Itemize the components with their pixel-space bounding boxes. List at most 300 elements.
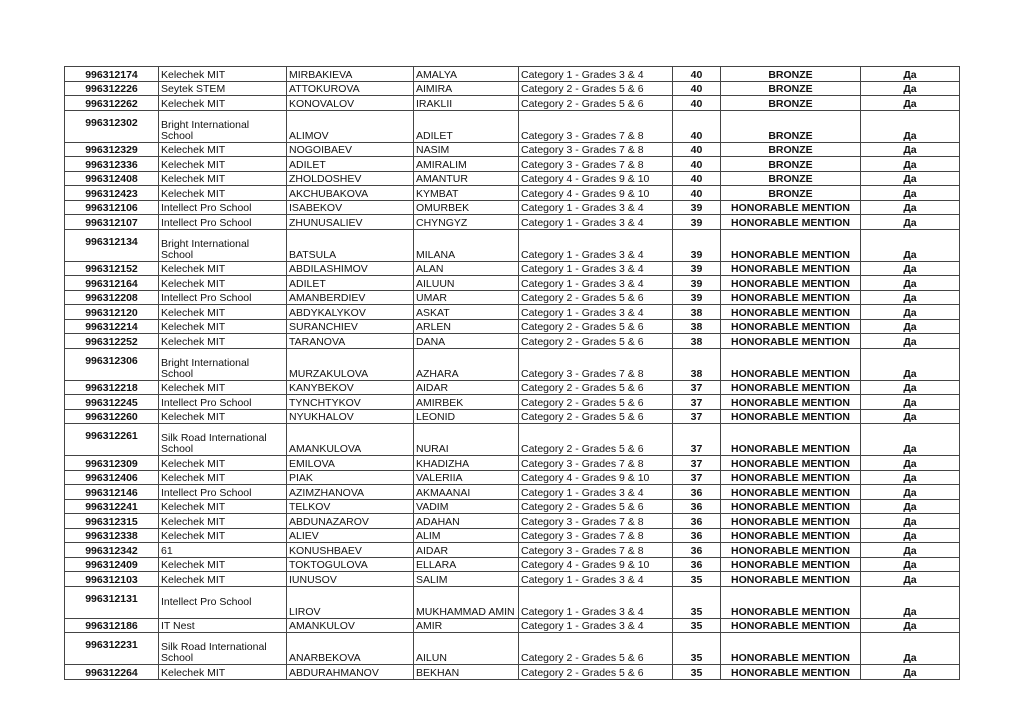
confirmation-flag-cell: Да bbox=[861, 499, 960, 514]
award-cell: HONORABLE MENTION bbox=[721, 470, 861, 485]
participant-id-cell: 996312252 bbox=[65, 334, 159, 349]
last-name-cell: SURANCHIEV bbox=[287, 319, 414, 334]
category-cell: Category 1 - Grades 3 & 4 bbox=[519, 305, 673, 320]
first-name-cell: ADILET bbox=[414, 110, 519, 142]
school-name-cell: Intellect Pro School bbox=[159, 485, 287, 500]
school-name-cell: Seytek STEM bbox=[159, 81, 287, 96]
last-name-cell: AZIMZHANOVA bbox=[287, 485, 414, 500]
confirmation-flag-cell: Да bbox=[861, 543, 960, 558]
last-name-cell: BATSULA bbox=[287, 229, 414, 261]
confirmation-flag-cell: Да bbox=[861, 380, 960, 395]
first-name-cell: ELLARA bbox=[414, 557, 519, 572]
last-name-cell: NYUKHALOV bbox=[287, 409, 414, 424]
last-name-cell: EMILOVA bbox=[287, 456, 414, 471]
confirmation-flag-cell: Да bbox=[861, 557, 960, 572]
participant-id-cell: 996312245 bbox=[65, 395, 159, 410]
confirmation-flag-cell: Да bbox=[861, 485, 960, 500]
award-cell: HONORABLE MENTION bbox=[721, 215, 861, 230]
last-name-cell: ATTOKUROVA bbox=[287, 81, 414, 96]
confirmation-flag-cell: Да bbox=[861, 319, 960, 334]
last-name-cell: AMANKULOV bbox=[287, 618, 414, 633]
award-cell: BRONZE bbox=[721, 186, 861, 201]
confirmation-flag-cell: Да bbox=[861, 67, 960, 82]
first-name-cell: ALIM bbox=[414, 528, 519, 543]
first-name-cell: AIDAR bbox=[414, 380, 519, 395]
confirmation-flag-cell: Да bbox=[861, 157, 960, 172]
confirmation-flag-cell: Да bbox=[861, 348, 960, 380]
score-cell: 37 bbox=[673, 470, 721, 485]
participant-id-cell: 996312342 bbox=[65, 543, 159, 558]
award-cell: BRONZE bbox=[721, 157, 861, 172]
participant-id-cell: 996312309 bbox=[65, 456, 159, 471]
participant-id-cell: 996312423 bbox=[65, 186, 159, 201]
participant-id-cell: 996312306 bbox=[65, 348, 159, 380]
confirmation-flag-cell: Да bbox=[861, 186, 960, 201]
first-name-cell: AMALYA bbox=[414, 67, 519, 82]
confirmation-flag-cell: Да bbox=[861, 528, 960, 543]
award-cell: HONORABLE MENTION bbox=[721, 348, 861, 380]
category-cell: Category 1 - Grades 3 & 4 bbox=[519, 67, 673, 82]
school-name-cell: Kelechek MIT bbox=[159, 572, 287, 587]
first-name-cell: AIDAR bbox=[414, 543, 519, 558]
participant-id-cell: 996312120 bbox=[65, 305, 159, 320]
award-cell: BRONZE bbox=[721, 96, 861, 111]
score-cell: 40 bbox=[673, 186, 721, 201]
score-cell: 40 bbox=[673, 96, 721, 111]
category-cell: Category 3 - Grades 7 & 8 bbox=[519, 528, 673, 543]
confirmation-flag-cell: Да bbox=[861, 456, 960, 471]
table-row bbox=[65, 424, 960, 456]
first-name-cell: BEKHAN bbox=[414, 665, 519, 680]
confirmation-flag-cell: Да bbox=[861, 334, 960, 349]
first-name-cell: CHYNGYZ bbox=[414, 215, 519, 230]
confirmation-flag-cell: Да bbox=[861, 395, 960, 410]
category-cell: Category 1 - Grades 3 & 4 bbox=[519, 485, 673, 500]
table-row bbox=[65, 290, 960, 305]
table-row bbox=[65, 380, 960, 395]
category-cell: Category 4 - Grades 9 & 10 bbox=[519, 470, 673, 485]
confirmation-flag-cell: Да bbox=[861, 305, 960, 320]
participant-id-cell: 996312208 bbox=[65, 290, 159, 305]
school-name-cell: Kelechek MIT bbox=[159, 514, 287, 529]
school-name-cell: 61 bbox=[159, 543, 287, 558]
results-table bbox=[64, 66, 960, 680]
first-name-cell: ADAHAN bbox=[414, 514, 519, 529]
last-name-cell: ADILET bbox=[287, 276, 414, 291]
first-name-cell: AILUUN bbox=[414, 276, 519, 291]
award-cell: HONORABLE MENTION bbox=[721, 200, 861, 215]
school-name-cell: Intellect Pro School bbox=[159, 290, 287, 305]
school-name-cell: Kelechek MIT bbox=[159, 157, 287, 172]
participant-id-cell: 996312408 bbox=[65, 171, 159, 186]
category-cell: Category 4 - Grades 9 & 10 bbox=[519, 557, 673, 572]
score-cell: 40 bbox=[673, 67, 721, 82]
last-name-cell: AKCHUBAKOVA bbox=[287, 186, 414, 201]
first-name-cell: OMURBEK bbox=[414, 200, 519, 215]
participant-id-cell: 996312262 bbox=[65, 96, 159, 111]
score-cell: 37 bbox=[673, 456, 721, 471]
category-cell: Category 1 - Grades 3 & 4 bbox=[519, 229, 673, 261]
score-cell: 38 bbox=[673, 334, 721, 349]
school-name-cell: Kelechek MIT bbox=[159, 186, 287, 201]
award-cell: BRONZE bbox=[721, 81, 861, 96]
award-cell: HONORABLE MENTION bbox=[721, 380, 861, 395]
table-row bbox=[65, 171, 960, 186]
award-cell: HONORABLE MENTION bbox=[721, 290, 861, 305]
score-cell: 35 bbox=[673, 633, 721, 665]
category-cell: Category 2 - Grades 5 & 6 bbox=[519, 319, 673, 334]
award-cell: HONORABLE MENTION bbox=[721, 229, 861, 261]
first-name-cell: ARLEN bbox=[414, 319, 519, 334]
award-cell: HONORABLE MENTION bbox=[721, 424, 861, 456]
participant-id-cell: 996312131 bbox=[65, 586, 159, 618]
score-cell: 36 bbox=[673, 543, 721, 558]
award-cell: HONORABLE MENTION bbox=[721, 514, 861, 529]
category-cell: Category 1 - Grades 3 & 4 bbox=[519, 215, 673, 230]
confirmation-flag-cell: Да bbox=[861, 424, 960, 456]
last-name-cell: NOGOIBAEV bbox=[287, 142, 414, 157]
category-cell: Category 2 - Grades 5 & 6 bbox=[519, 334, 673, 349]
last-name-cell: MURZAKULOVA bbox=[287, 348, 414, 380]
confirmation-flag-cell: Да bbox=[861, 110, 960, 142]
table-row bbox=[65, 305, 960, 320]
school-name-cell: Bright International School bbox=[159, 348, 287, 380]
category-cell: Category 1 - Grades 3 & 4 bbox=[519, 200, 673, 215]
school-name-cell: Silk Road International School bbox=[159, 633, 287, 665]
confirmation-flag-cell: Да bbox=[861, 142, 960, 157]
table-row bbox=[65, 409, 960, 424]
participant-id-cell: 996312338 bbox=[65, 528, 159, 543]
participant-id-cell: 996312214 bbox=[65, 319, 159, 334]
award-cell: HONORABLE MENTION bbox=[721, 665, 861, 680]
confirmation-flag-cell: Да bbox=[861, 229, 960, 261]
participant-id-cell: 996312226 bbox=[65, 81, 159, 96]
table-row bbox=[65, 586, 960, 618]
score-cell: 36 bbox=[673, 514, 721, 529]
participant-id-cell: 996312107 bbox=[65, 215, 159, 230]
table-row bbox=[65, 456, 960, 471]
category-cell: Category 3 - Grades 7 & 8 bbox=[519, 514, 673, 529]
school-name-cell: Bright International School bbox=[159, 110, 287, 142]
last-name-cell: ISABEKOV bbox=[287, 200, 414, 215]
first-name-cell: NURAI bbox=[414, 424, 519, 456]
first-name-cell: AZHARA bbox=[414, 348, 519, 380]
category-cell: Category 2 - Grades 5 & 6 bbox=[519, 96, 673, 111]
school-name-cell: Kelechek MIT bbox=[159, 142, 287, 157]
school-name-cell: Kelechek MIT bbox=[159, 557, 287, 572]
last-name-cell: TOKTOGULOVA bbox=[287, 557, 414, 572]
last-name-cell: ALIEV bbox=[287, 528, 414, 543]
confirmation-flag-cell: Да bbox=[861, 200, 960, 215]
table-row bbox=[65, 215, 960, 230]
award-cell: HONORABLE MENTION bbox=[721, 485, 861, 500]
first-name-cell: DANA bbox=[414, 334, 519, 349]
table-row bbox=[65, 528, 960, 543]
school-name-cell: Kelechek MIT bbox=[159, 305, 287, 320]
award-cell: HONORABLE MENTION bbox=[721, 633, 861, 665]
score-cell: 37 bbox=[673, 395, 721, 410]
participant-id-cell: 996312134 bbox=[65, 229, 159, 261]
school-name-cell: Kelechek MIT bbox=[159, 319, 287, 334]
last-name-cell: ABDUNAZAROV bbox=[287, 514, 414, 529]
confirmation-flag-cell: Да bbox=[861, 618, 960, 633]
school-name-cell: Kelechek MIT bbox=[159, 528, 287, 543]
score-cell: 39 bbox=[673, 276, 721, 291]
confirmation-flag-cell: Да bbox=[861, 276, 960, 291]
award-cell: BRONZE bbox=[721, 67, 861, 82]
score-cell: 35 bbox=[673, 618, 721, 633]
school-name-cell: Kelechek MIT bbox=[159, 665, 287, 680]
school-name-cell: Intellect Pro School bbox=[159, 215, 287, 230]
confirmation-flag-cell: Да bbox=[861, 171, 960, 186]
award-cell: HONORABLE MENTION bbox=[721, 572, 861, 587]
award-cell: HONORABLE MENTION bbox=[721, 557, 861, 572]
table-row bbox=[65, 485, 960, 500]
award-cell: HONORABLE MENTION bbox=[721, 395, 861, 410]
participant-id-cell: 996312164 bbox=[65, 276, 159, 291]
table-row bbox=[65, 229, 960, 261]
award-cell: BRONZE bbox=[721, 171, 861, 186]
table-row bbox=[65, 67, 960, 82]
category-cell: Category 3 - Grades 7 & 8 bbox=[519, 543, 673, 558]
score-cell: 39 bbox=[673, 261, 721, 276]
score-cell: 35 bbox=[673, 665, 721, 680]
award-cell: HONORABLE MENTION bbox=[721, 261, 861, 276]
confirmation-flag-cell: Да bbox=[861, 409, 960, 424]
table-row bbox=[65, 81, 960, 96]
score-cell: 38 bbox=[673, 348, 721, 380]
category-cell: Category 4 - Grades 9 & 10 bbox=[519, 186, 673, 201]
score-cell: 40 bbox=[673, 171, 721, 186]
score-cell: 39 bbox=[673, 200, 721, 215]
participant-id-cell: 996312315 bbox=[65, 514, 159, 529]
first-name-cell: AKMAANAI bbox=[414, 485, 519, 500]
first-name-cell: LEONID bbox=[414, 409, 519, 424]
score-cell: 39 bbox=[673, 229, 721, 261]
participant-id-cell: 996312106 bbox=[65, 200, 159, 215]
school-name-cell: Kelechek MIT bbox=[159, 380, 287, 395]
category-cell: Category 2 - Grades 5 & 6 bbox=[519, 395, 673, 410]
award-cell: HONORABLE MENTION bbox=[721, 305, 861, 320]
score-cell: 39 bbox=[673, 290, 721, 305]
school-name-cell: Intellect Pro School bbox=[159, 586, 287, 618]
table-row bbox=[65, 665, 960, 680]
table-row bbox=[65, 543, 960, 558]
first-name-cell: UMAR bbox=[414, 290, 519, 305]
school-name-cell: Silk Road International School bbox=[159, 424, 287, 456]
school-name-cell: Kelechek MIT bbox=[159, 261, 287, 276]
school-name-cell: Kelechek MIT bbox=[159, 67, 287, 82]
first-name-cell: AMANTUR bbox=[414, 171, 519, 186]
table-row bbox=[65, 557, 960, 572]
category-cell: Category 2 - Grades 5 & 6 bbox=[519, 499, 673, 514]
first-name-cell: KHADIZHA bbox=[414, 456, 519, 471]
score-cell: 40 bbox=[673, 110, 721, 142]
category-cell: Category 2 - Grades 5 & 6 bbox=[519, 81, 673, 96]
last-name-cell: ZHOLDOSHEV bbox=[287, 171, 414, 186]
last-name-cell: AMANKULOVA bbox=[287, 424, 414, 456]
table-row bbox=[65, 499, 960, 514]
participant-id-cell: 996312302 bbox=[65, 110, 159, 142]
first-name-cell: NASIM bbox=[414, 142, 519, 157]
confirmation-flag-cell: Да bbox=[861, 96, 960, 111]
last-name-cell: ALIMOV bbox=[287, 110, 414, 142]
table-row bbox=[65, 618, 960, 633]
first-name-cell: VADIM bbox=[414, 499, 519, 514]
score-cell: 38 bbox=[673, 305, 721, 320]
first-name-cell: IRAKLII bbox=[414, 96, 519, 111]
last-name-cell: ANARBEKOVA bbox=[287, 633, 414, 665]
category-cell: Category 2 - Grades 5 & 6 bbox=[519, 424, 673, 456]
participant-id-cell: 996312260 bbox=[65, 409, 159, 424]
award-cell: HONORABLE MENTION bbox=[721, 618, 861, 633]
last-name-cell: TELKOV bbox=[287, 499, 414, 514]
school-name-cell: Intellect Pro School bbox=[159, 200, 287, 215]
table-row bbox=[65, 276, 960, 291]
confirmation-flag-cell: Да bbox=[861, 586, 960, 618]
last-name-cell: KONOVALOV bbox=[287, 96, 414, 111]
confirmation-flag-cell: Да bbox=[861, 665, 960, 680]
last-name-cell: TYNCHTYKOV bbox=[287, 395, 414, 410]
first-name-cell: KYMBAT bbox=[414, 186, 519, 201]
school-name-cell: Bright International School bbox=[159, 229, 287, 261]
score-cell: 36 bbox=[673, 485, 721, 500]
table-row bbox=[65, 470, 960, 485]
confirmation-flag-cell: Да bbox=[861, 290, 960, 305]
confirmation-flag-cell: Да bbox=[861, 633, 960, 665]
last-name-cell: ABDILASHIMOV bbox=[287, 261, 414, 276]
table-row bbox=[65, 319, 960, 334]
category-cell: Category 1 - Grades 3 & 4 bbox=[519, 618, 673, 633]
award-cell: HONORABLE MENTION bbox=[721, 586, 861, 618]
award-cell: HONORABLE MENTION bbox=[721, 409, 861, 424]
participant-id-cell: 996312409 bbox=[65, 557, 159, 572]
category-cell: Category 1 - Grades 3 & 4 bbox=[519, 261, 673, 276]
last-name-cell: TARANOVA bbox=[287, 334, 414, 349]
award-cell: BRONZE bbox=[721, 110, 861, 142]
category-cell: Category 1 - Grades 3 & 4 bbox=[519, 276, 673, 291]
confirmation-flag-cell: Да bbox=[861, 470, 960, 485]
award-cell: BRONZE bbox=[721, 142, 861, 157]
participant-id-cell: 996312174 bbox=[65, 67, 159, 82]
award-cell: HONORABLE MENTION bbox=[721, 499, 861, 514]
category-cell: Category 2 - Grades 5 & 6 bbox=[519, 665, 673, 680]
score-cell: 36 bbox=[673, 528, 721, 543]
table-row bbox=[65, 334, 960, 349]
category-cell: Category 3 - Grades 7 & 8 bbox=[519, 110, 673, 142]
school-name-cell: IT Nest bbox=[159, 618, 287, 633]
category-cell: Category 3 - Grades 7 & 8 bbox=[519, 456, 673, 471]
category-cell: Category 2 - Grades 5 & 6 bbox=[519, 633, 673, 665]
category-cell: Category 3 - Grades 7 & 8 bbox=[519, 348, 673, 380]
category-cell: Category 4 - Grades 9 & 10 bbox=[519, 171, 673, 186]
table-row bbox=[65, 110, 960, 142]
first-name-cell: AMIR bbox=[414, 618, 519, 633]
table-row bbox=[65, 142, 960, 157]
last-name-cell: ADILET bbox=[287, 157, 414, 172]
table-row bbox=[65, 514, 960, 529]
score-cell: 36 bbox=[673, 499, 721, 514]
table-row bbox=[65, 395, 960, 410]
score-cell: 40 bbox=[673, 157, 721, 172]
score-cell: 35 bbox=[673, 572, 721, 587]
score-cell: 37 bbox=[673, 409, 721, 424]
table-row bbox=[65, 200, 960, 215]
school-name-cell: Intellect Pro School bbox=[159, 395, 287, 410]
last-name-cell: ZHUNUSALIEV bbox=[287, 215, 414, 230]
confirmation-flag-cell: Да bbox=[861, 572, 960, 587]
category-cell: Category 2 - Grades 5 & 6 bbox=[519, 290, 673, 305]
award-cell: HONORABLE MENTION bbox=[721, 456, 861, 471]
award-cell: HONORABLE MENTION bbox=[721, 334, 861, 349]
participant-id-cell: 996312146 bbox=[65, 485, 159, 500]
last-name-cell: IUNUSOV bbox=[287, 572, 414, 587]
last-name-cell: ABDURAHMANOV bbox=[287, 665, 414, 680]
award-cell: HONORABLE MENTION bbox=[721, 319, 861, 334]
category-cell: Category 1 - Grades 3 & 4 bbox=[519, 586, 673, 618]
award-cell: HONORABLE MENTION bbox=[721, 528, 861, 543]
score-cell: 37 bbox=[673, 424, 721, 456]
school-name-cell: Kelechek MIT bbox=[159, 276, 287, 291]
first-name-cell: AILUN bbox=[414, 633, 519, 665]
first-name-cell: MUKHAMMAD AMIN bbox=[414, 586, 519, 618]
category-cell: Category 2 - Grades 5 & 6 bbox=[519, 409, 673, 424]
school-name-cell: Kelechek MIT bbox=[159, 334, 287, 349]
table-row bbox=[65, 261, 960, 276]
table-row bbox=[65, 157, 960, 172]
first-name-cell: AMIRALIM bbox=[414, 157, 519, 172]
participant-id-cell: 996312231 bbox=[65, 633, 159, 665]
category-cell: Category 1 - Grades 3 & 4 bbox=[519, 572, 673, 587]
score-cell: 38 bbox=[673, 319, 721, 334]
last-name-cell: KONUSHBAEV bbox=[287, 543, 414, 558]
first-name-cell: MILANA bbox=[414, 229, 519, 261]
school-name-cell: Kelechek MIT bbox=[159, 499, 287, 514]
participant-id-cell: 996312152 bbox=[65, 261, 159, 276]
participant-id-cell: 996312264 bbox=[65, 665, 159, 680]
last-name-cell: ABDYKALYKOV bbox=[287, 305, 414, 320]
last-name-cell: KANYBEKOV bbox=[287, 380, 414, 395]
confirmation-flag-cell: Да bbox=[861, 514, 960, 529]
school-name-cell: Kelechek MIT bbox=[159, 96, 287, 111]
first-name-cell: ALAN bbox=[414, 261, 519, 276]
category-cell: Category 2 - Grades 5 & 6 bbox=[519, 380, 673, 395]
participant-id-cell: 996312241 bbox=[65, 499, 159, 514]
last-name-cell: LIROV bbox=[287, 586, 414, 618]
award-cell: HONORABLE MENTION bbox=[721, 543, 861, 558]
last-name-cell: AMANBERDIEV bbox=[287, 290, 414, 305]
school-name-cell: Kelechek MIT bbox=[159, 409, 287, 424]
participant-id-cell: 996312261 bbox=[65, 424, 159, 456]
participant-id-cell: 996312218 bbox=[65, 380, 159, 395]
participant-id-cell: 996312406 bbox=[65, 470, 159, 485]
table-row bbox=[65, 96, 960, 111]
participant-id-cell: 996312103 bbox=[65, 572, 159, 587]
results-table-body bbox=[65, 67, 960, 680]
table-row bbox=[65, 633, 960, 665]
last-name-cell: PIAK bbox=[287, 470, 414, 485]
school-name-cell: Kelechek MIT bbox=[159, 470, 287, 485]
award-cell: HONORABLE MENTION bbox=[721, 276, 861, 291]
first-name-cell: AMIRBEK bbox=[414, 395, 519, 410]
confirmation-flag-cell: Да bbox=[861, 215, 960, 230]
participant-id-cell: 996312336 bbox=[65, 157, 159, 172]
score-cell: 35 bbox=[673, 586, 721, 618]
confirmation-flag-cell: Да bbox=[861, 81, 960, 96]
school-name-cell: Kelechek MIT bbox=[159, 171, 287, 186]
participant-id-cell: 996312329 bbox=[65, 142, 159, 157]
school-name-cell: Kelechek MIT bbox=[159, 456, 287, 471]
